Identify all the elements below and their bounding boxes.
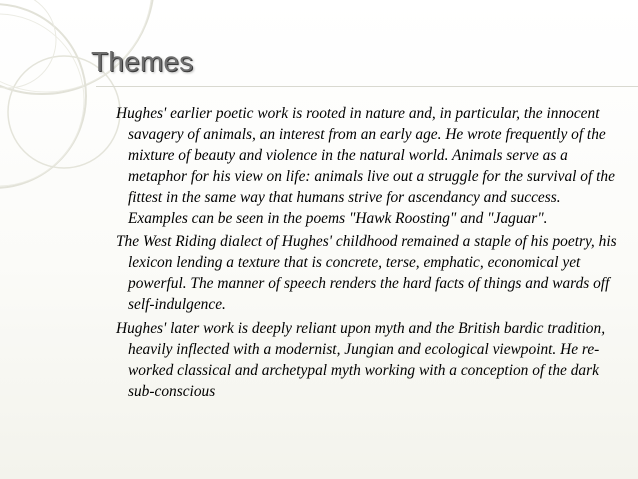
paragraph-nature-themes: Hughes' earlier poetic work is rooted in nature and, in particular, the innocent savagery of animals, an interest from an early age. He wrote frequently of the mixture of beauty and violence in the natural world. Animals serve as a metaphor for his view on life: animals live out a struggle for the survival of the fittest in the same way that humans strive for ascendancy and success. Examples can be seen in the poems "Hawk Roosting" and "Jaguar". [116,105,615,227]
paragraph-myth: Hughes' later work is deeply reliant upon myth and the British bardic tradition, heavily inflected with a modernist, Jungian and ecological viewpoint. He re-worked classical and archetypal myth working with a conception of the dark sub-conscious [116,320,606,400]
slide-title: Themes [91,46,194,77]
title-divider [96,86,638,87]
paragraph-dialect: The West Riding dialect of Hughes' childhood remained a staple of his poetry, his lexicon lending a texture that is concrete, terse, emphatic, economical yet powerful. The manner of speech renders the hard facts of things and wards off self-indulgence. [116,233,617,314]
slide-body [116,104,622,406]
